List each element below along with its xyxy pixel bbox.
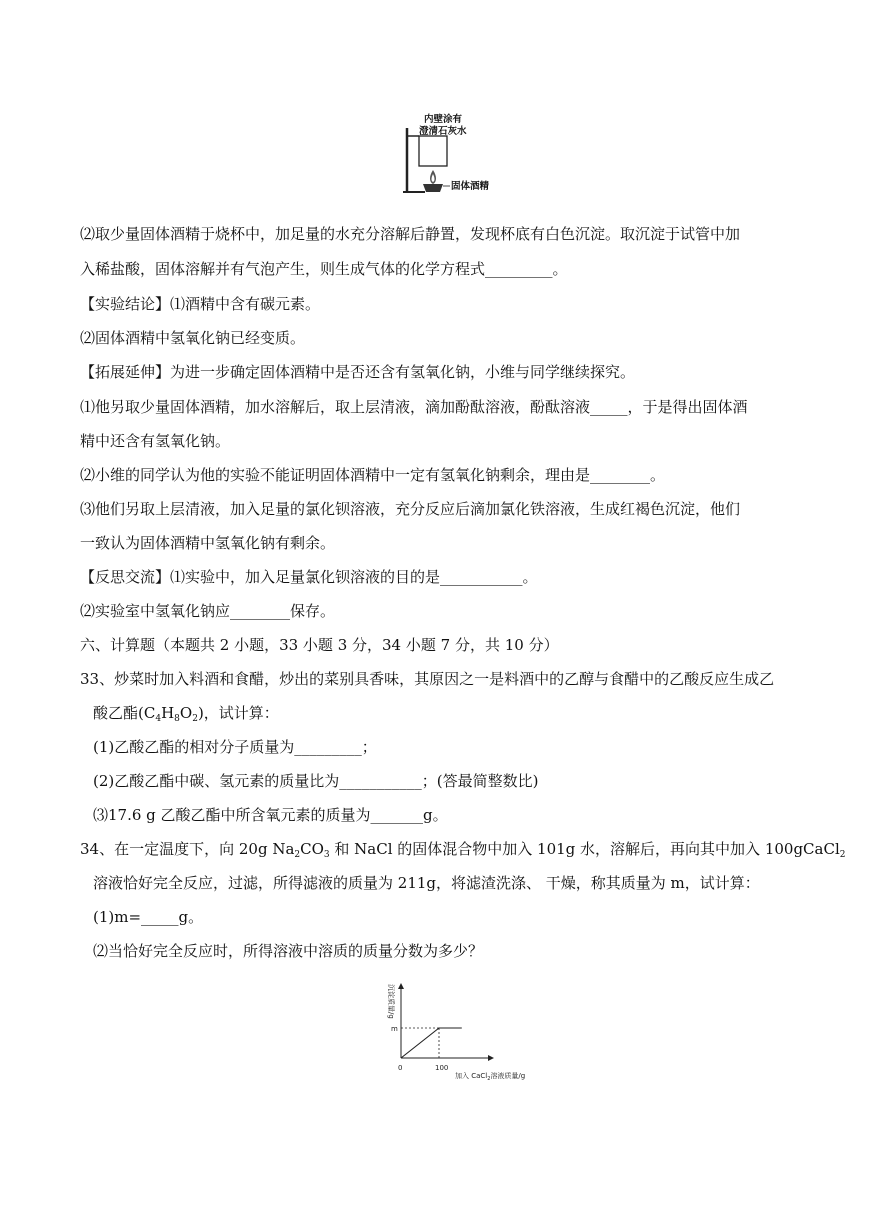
text-line-3: 【实验结论】⑴酒精中含有碳元素。 [80,295,321,313]
question-34-part-2: ⑵当恰好完全反应时，所得溶液中溶质的质量分数为多少？ [93,942,484,960]
section-heading: 六、计算题（本题共 2 小题，33 小题 3 分，34 小题 7 分，共 10 分） [80,636,559,654]
apparatus-figure [395,110,505,200]
text-line-6: ⑴他另取少量固体酒精，加水溶解后，取上层清液，滴加酚酞溶液，酚酞溶液_____，于是得出固体酒 [80,398,748,416]
text-line-11: 【反思交流】⑴实验中，加入足量氯化钡溶液的目的是___________。 [80,568,538,586]
x-axis-label: 加入 CaCl$_2$溶液质量/g [455,1072,526,1082]
series-line [401,1028,462,1058]
text-line-8: ⑵小维的同学认为他的实验不能证明固体酒精中一定有氢氧化钠剩余，理由是________。 [80,466,666,484]
flame-icon [430,170,436,184]
question-33-stem: 33、炒菜时加入料酒和食醋，炒出的菜别具香味，其原因之一是料酒中的乙醇与食醋中的乙酸反应生成乙 [80,670,775,688]
text-line-10: 一致认为固体酒精中氢氧化钠有剩余。 [80,534,336,552]
text-line-7: 精中还含有氢氧化钠。 [80,432,231,450]
burner-dish-icon [423,184,443,192]
question-33-part-3: ⑶17.6 g 乙酸乙酯中所含氧元素的质量为_______g。 [93,806,448,824]
text-line-1: ⑵取少量固体酒精于烧杯中，加足量的水充分溶解后静置，发现杯底有白色沉淀。取沉淀于试管中加 [80,225,741,243]
figure-label-inner-wall: 内壁涂有 [424,114,463,125]
text-line-9: ⑶他们另取上层清液，加入足量的氯化钡溶液，充分反应后滴加氯化铁溶液，生成红褐色沉淀，他们 [80,500,741,518]
figure-label-limewater: 澄清石灰水 [419,126,467,137]
question-33-formula-line: 酸乙酯$(C_4H_8O_2)$，试计算： [93,704,279,724]
origin-label: 0 [398,1064,403,1072]
precipitate-chart [375,978,540,1088]
text-line-12: ⑵实验室中氢氧化钠应________保存。 [80,602,336,620]
x-tick-label: 100 [435,1064,449,1072]
question-33-part-1: (1)乙酸乙酯的相对分子质量为_________； [93,738,377,756]
text-line-5: 【拓展延伸】为进一步确定固体酒精中是否还含有氢氧化钠，小维与同学继续探究。 [80,363,636,381]
text-line-4: ⑵固体酒精中氢氧化钠已经变质。 [80,329,306,347]
question-33-part-2: (2)乙酸乙酯中碳、氢元素的质量比为___________；(答最简整数比) [93,772,539,790]
stand-icon [403,128,425,192]
y-axis-label: 沉淀质量/g [387,984,395,1019]
beaker-icon [419,136,447,166]
question-34-part-1: (1)m=_____g。 [93,908,204,926]
question-34-stem: 34、在一定温度下，向 20g $Na_2CO_3$ 和 NaCl 的固体混合物中加入 101g 水，溶解后，再向其中加入 100gCaCl$_2$ [80,840,846,860]
figure-label-solid-alcohol: 固体酒精 [451,181,490,192]
y-tick-label: m [391,1025,398,1033]
question-34-stem-cont: 溶液恰好完全反应，过滤，所得滤液的质量为 211g，将滤渣洗涤、 干燥，称其质量为 m，试计算： [93,874,760,892]
text-line-2: 入稀盐酸，固体溶解并有气泡产生，则生成气体的化学方程式_________。 [80,260,568,278]
